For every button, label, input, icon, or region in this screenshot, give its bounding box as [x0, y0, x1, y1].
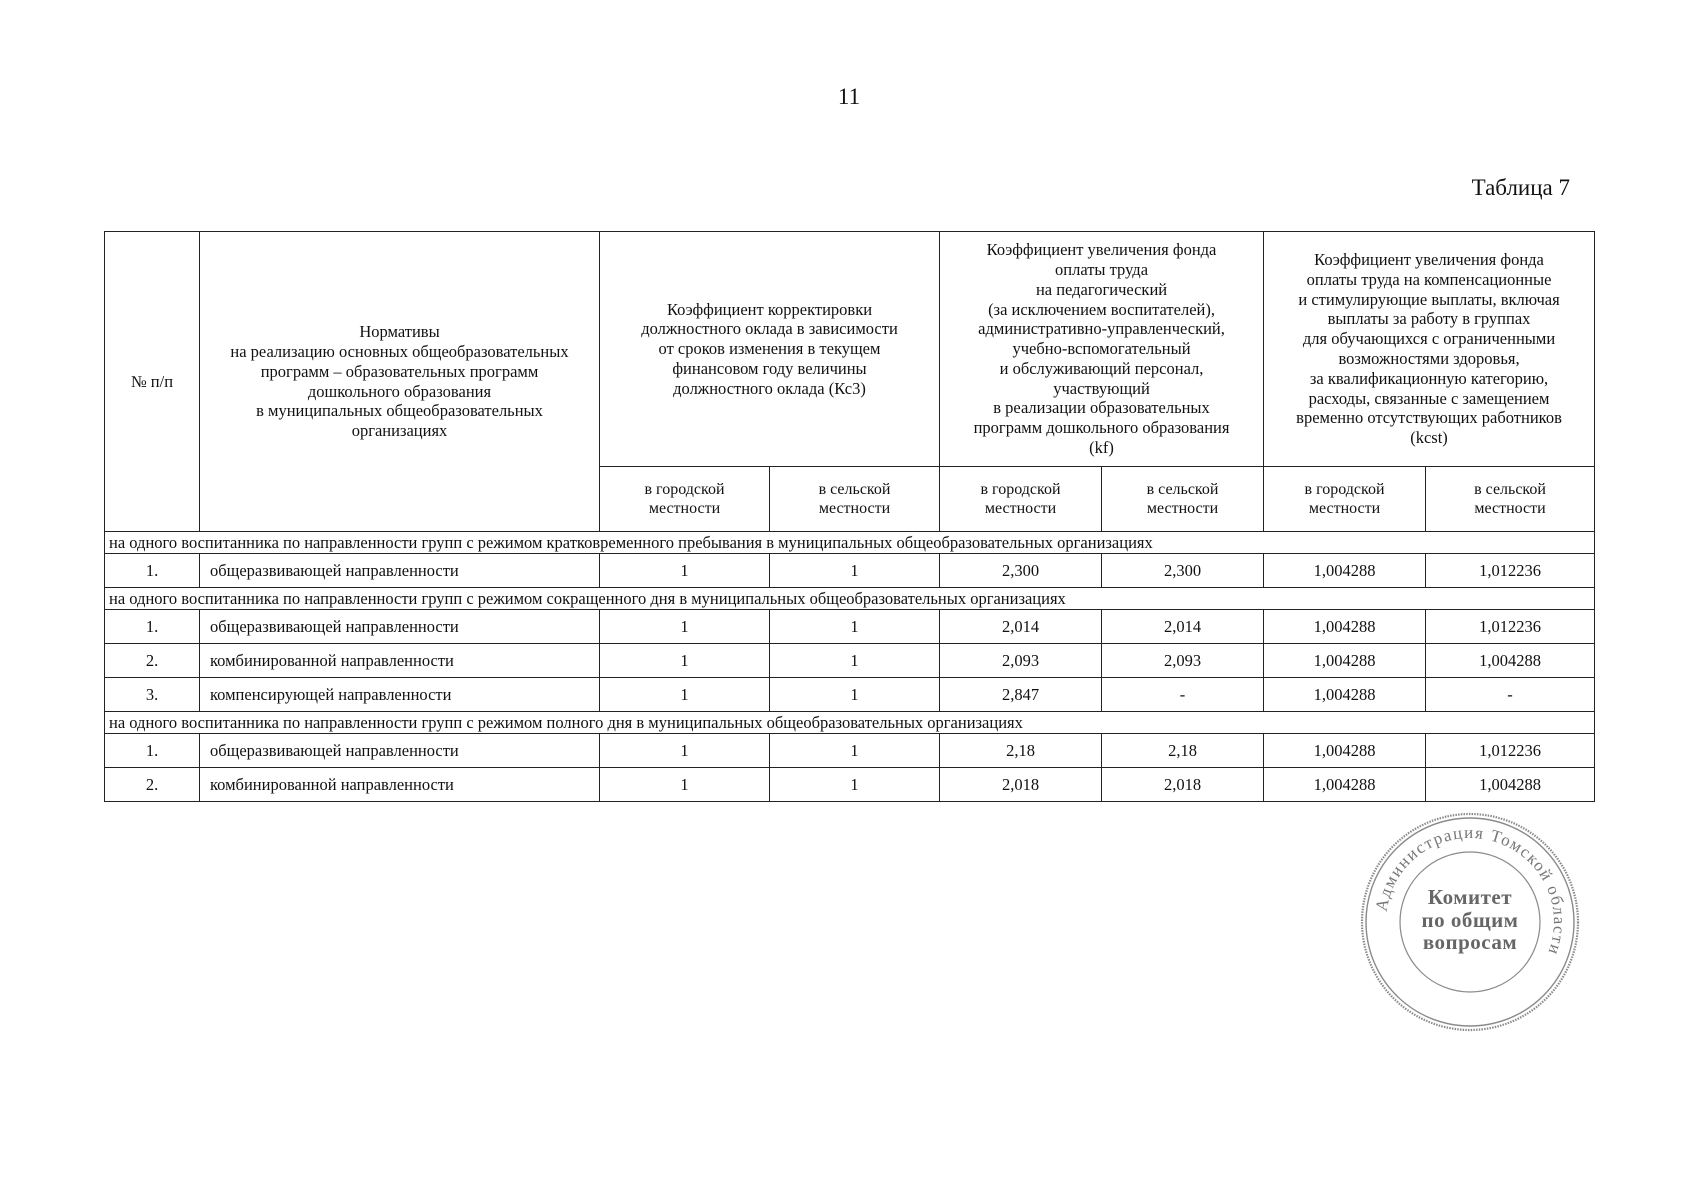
cell-kcst-urban: 1,004288 [1264, 768, 1426, 802]
cell-kf-urban: 2,300 [940, 554, 1102, 588]
cell-kc3-rural: 1 [770, 554, 940, 588]
cell-num: 1. [105, 610, 200, 644]
cell-kcst-urban: 1,004288 [1264, 734, 1426, 768]
cell-kc3-rural: 1 [770, 644, 940, 678]
section-row [105, 712, 1595, 734]
cell-name: комбинированной направленности [200, 644, 600, 678]
cell-kc3-rural: 1 [770, 768, 940, 802]
table-label: Таблица 7 [1471, 175, 1570, 200]
cell-name: комбинированной направленности [200, 768, 600, 802]
cell-kcst-rural: 1,004288 [1426, 768, 1595, 802]
seal-line: по общим [1421, 907, 1519, 932]
section-row [105, 588, 1595, 610]
cell-kf-rural: 2,18 [1102, 734, 1264, 768]
cell-name: компенсирующей направленности [200, 678, 600, 712]
cell-kcst-rural: 1,004288 [1426, 644, 1595, 678]
cell-kf-rural: 2,300 [1102, 554, 1264, 588]
seal-line: вопросам [1422, 930, 1518, 955]
cell-num: 2. [105, 644, 200, 678]
cell-name: общеразвивающей направленности [200, 734, 600, 768]
cell-kf-urban: 2,018 [940, 768, 1102, 802]
table-row [105, 610, 1595, 644]
cell-kc3-urban: 1 [600, 768, 770, 802]
seal-line: Комитет [1427, 885, 1513, 909]
cell-kcst-urban: 1,004288 [1264, 678, 1426, 712]
cell-kf-urban: 2,014 [940, 610, 1102, 644]
cell-kcst-urban: 1,004288 [1264, 644, 1426, 678]
table-row [105, 644, 1595, 678]
cell-kcst-rural: 1,012236 [1426, 734, 1595, 768]
cell-kf-urban: 2,18 [940, 734, 1102, 768]
cell-name: общеразвивающей направленности [200, 554, 600, 588]
header-kc3-rural: в сельской местности [770, 467, 940, 532]
header-kc3: Коэффициент корректировки должностного оклада в зависимости от сроков изменения в текущем финансовом году величины должностного оклада (Кс3) [600, 232, 940, 467]
cell-num: 3. [105, 678, 200, 712]
cell-num: 1. [105, 734, 200, 768]
header-kcst-rural: в сельской местности [1426, 467, 1595, 532]
cell-kcst-rural: 1,012236 [1426, 610, 1595, 644]
header-kcst: Коэффициент увеличения фонда оплаты труда на компенсационные и стимулирующие выплаты, включая выплаты за работу в группах для обучающихся с ограниченными возможностями здоровья, за квалификационную категорию, расходы, связанные с замещением временно отсутствующих работников (kcst) [1264, 232, 1595, 467]
section-title: на одного воспитанника по направленности групп с режимом полного дня в муниципальных общеобразовательных организациях [105, 712, 1595, 734]
cell-kc3-rural: 1 [770, 678, 940, 712]
cell-kc3-rural: 1 [770, 734, 940, 768]
section-row [105, 532, 1595, 554]
cell-kcst-rural: 1,012236 [1426, 554, 1595, 588]
seal-ring-text: Администрация Томской области [1371, 822, 1570, 959]
header-kcst-urban: в городской местности [1264, 467, 1426, 532]
section-title: на одного воспитанника по направленности групп с режимом кратковременного пребывания в муниципальных общеобразовательных организациях [105, 532, 1595, 554]
norms-table [104, 231, 1595, 802]
table-row [105, 734, 1595, 768]
cell-kf-urban: 2,847 [940, 678, 1102, 712]
cell-kf-rural: 2,093 [1102, 644, 1264, 678]
header-kf-rural: в сельской местности [1102, 467, 1264, 532]
cell-kcst-urban: 1,004288 [1264, 554, 1426, 588]
cell-kf-rural: - [1102, 678, 1264, 712]
cell-kc3-urban: 1 [600, 610, 770, 644]
header-kc3-urban: в городской местности [600, 467, 770, 532]
cell-name: общеразвивающей направленности [200, 610, 600, 644]
cell-kf-rural: 2,018 [1102, 768, 1264, 802]
cell-kcst-rural: - [1426, 678, 1595, 712]
cell-kc3-urban: 1 [600, 554, 770, 588]
page-number: 11 [837, 84, 861, 109]
cell-kc3-urban: 1 [600, 644, 770, 678]
header-norms: Нормативы на реализацию основных общеобразовательных программ – образовательных программ дошкольного образования в муниципальных общеобразовательных организациях [200, 232, 600, 532]
header-num: № п/п [105, 232, 200, 532]
cell-num: 1. [105, 554, 200, 588]
section-title: на одного воспитанника по направленности групп с режимом сокращенного дня в муниципальных общеобразовательных организациях [105, 588, 1595, 610]
header-kf-urban: в городской местности [940, 467, 1102, 532]
cell-kc3-rural: 1 [770, 610, 940, 644]
cell-kf-rural: 2,014 [1102, 610, 1264, 644]
cell-kcst-urban: 1,004288 [1264, 610, 1426, 644]
cell-kf-urban: 2,093 [940, 644, 1102, 678]
cell-kc3-urban: 1 [600, 678, 770, 712]
table-row [105, 678, 1595, 712]
header-kf: Коэффициент увеличения фонда оплаты труда на педагогический (за исключением воспитателей), административно-управленческий, учебно-вспомогательный и обслуживающий персонал, участвующий в реализации образовательных программ дошкольного образования (kf) [940, 232, 1264, 467]
table-row [105, 554, 1595, 588]
seal-center-text [1358, 886, 1582, 954]
cell-kc3-urban: 1 [600, 734, 770, 768]
table-row [105, 768, 1595, 802]
official-seal [1358, 810, 1582, 1034]
cell-num: 2. [105, 768, 200, 802]
